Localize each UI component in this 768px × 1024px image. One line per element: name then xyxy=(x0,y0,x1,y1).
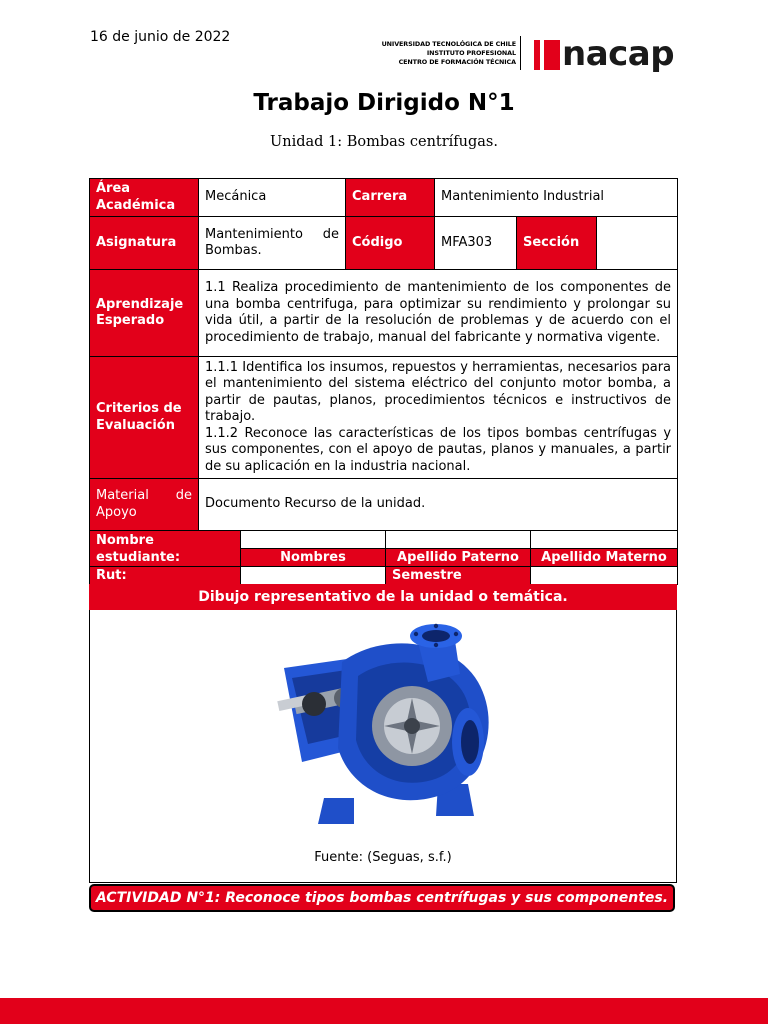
rut-input[interactable] xyxy=(241,567,386,585)
carrera-label: Carrera xyxy=(346,179,435,217)
asignatura-label: Asignatura xyxy=(90,217,199,270)
asignatura-value: Mantenimiento de Bombas. xyxy=(199,217,346,270)
figure-box xyxy=(89,610,677,883)
student-table xyxy=(89,530,678,585)
material-value: Documento Recurso de la unidad. xyxy=(199,479,678,531)
area-value: Mecánica xyxy=(199,179,346,217)
codigo-value: MFA303 xyxy=(435,217,517,270)
material-label: Material de Apoyo xyxy=(90,479,199,531)
drawing-header: Dibujo representativo de la unidad o temática. xyxy=(89,584,677,610)
semestre-input[interactable] xyxy=(531,567,678,585)
centrifugal-pump-image xyxy=(232,612,538,844)
figure-caption: Fuente: (Seguas, s.f.) xyxy=(314,850,452,865)
nombre-estudiante-label: Nombre estudiante: xyxy=(90,531,241,567)
logo-wordmark: nacap xyxy=(562,34,675,74)
codigo-label: Código xyxy=(346,217,435,270)
apellido-paterno-label: Apellido Paterno xyxy=(386,549,531,567)
seccion-label: Sección xyxy=(517,217,597,270)
aprendizaje-value: 1.1 Realiza procedimiento de mantenimiento de los componentes de una bomba centrifuga, para optimizar su rendimiento y prolongar su vida útil, a partir de la resolución de problemas y de acuerdo con el procedimiento de trabajo, manual del fabricante y normativa vigente. xyxy=(199,270,678,357)
seccion-value xyxy=(597,217,678,270)
logo-separator xyxy=(520,36,521,70)
nombres-label: Nombres xyxy=(241,549,386,567)
footer-bar xyxy=(0,998,768,1024)
rut-label: Rut: xyxy=(90,567,241,585)
course-info-table xyxy=(89,178,678,531)
apellido-materno-input[interactable] xyxy=(531,531,678,549)
criterio-2: 1.1.2 Reconoce las características de los tipos bombas centrífugas y sus componentes, con el apoyo de pautas, planos y manuales, a partir de su aplicación en la industria nacional. xyxy=(205,425,672,474)
apellido-paterno-input[interactable] xyxy=(386,531,531,549)
apellido-materno-label: Apellido Materno xyxy=(531,549,678,567)
inacap-logo xyxy=(370,36,676,80)
aprendizaje-label: Aprendizaje Esperado xyxy=(90,270,199,357)
page-subtitle: Unidad 1: Bombas centrífugas. xyxy=(270,134,498,150)
criterios-label: Criterios de Evaluación xyxy=(90,357,199,479)
document-date: 16 de junio de 2022 xyxy=(90,29,231,45)
area-label: Área Académica xyxy=(90,179,199,217)
semestre-label: Semestre xyxy=(386,567,531,585)
page-title: Trabajo Dirigido N°1 xyxy=(253,90,515,116)
nombres-input[interactable] xyxy=(241,531,386,549)
criterio-1: 1.1.1 Identifica los insumos, repuestos y herramientas, necesarios para el mantenimiento del sistema eléctrico del conjunto motor bomba, a partir de pautas, planos, procedimientos técnicos e instructivos de trabajo. xyxy=(205,359,672,425)
institution-lines: UNIVERSIDAD TECNOLÓGICA DE CHILE INSTITUTO PROFESIONAL CENTRO DE FORMACIÓN TÉCNICA xyxy=(381,40,516,67)
carrera-value: Mantenimiento Industrial xyxy=(435,179,678,217)
criterios-value xyxy=(199,357,678,479)
activity-banner: ACTIVIDAD N°1: Reconoce tipos bombas centrífugas y sus componentes. xyxy=(89,884,675,912)
